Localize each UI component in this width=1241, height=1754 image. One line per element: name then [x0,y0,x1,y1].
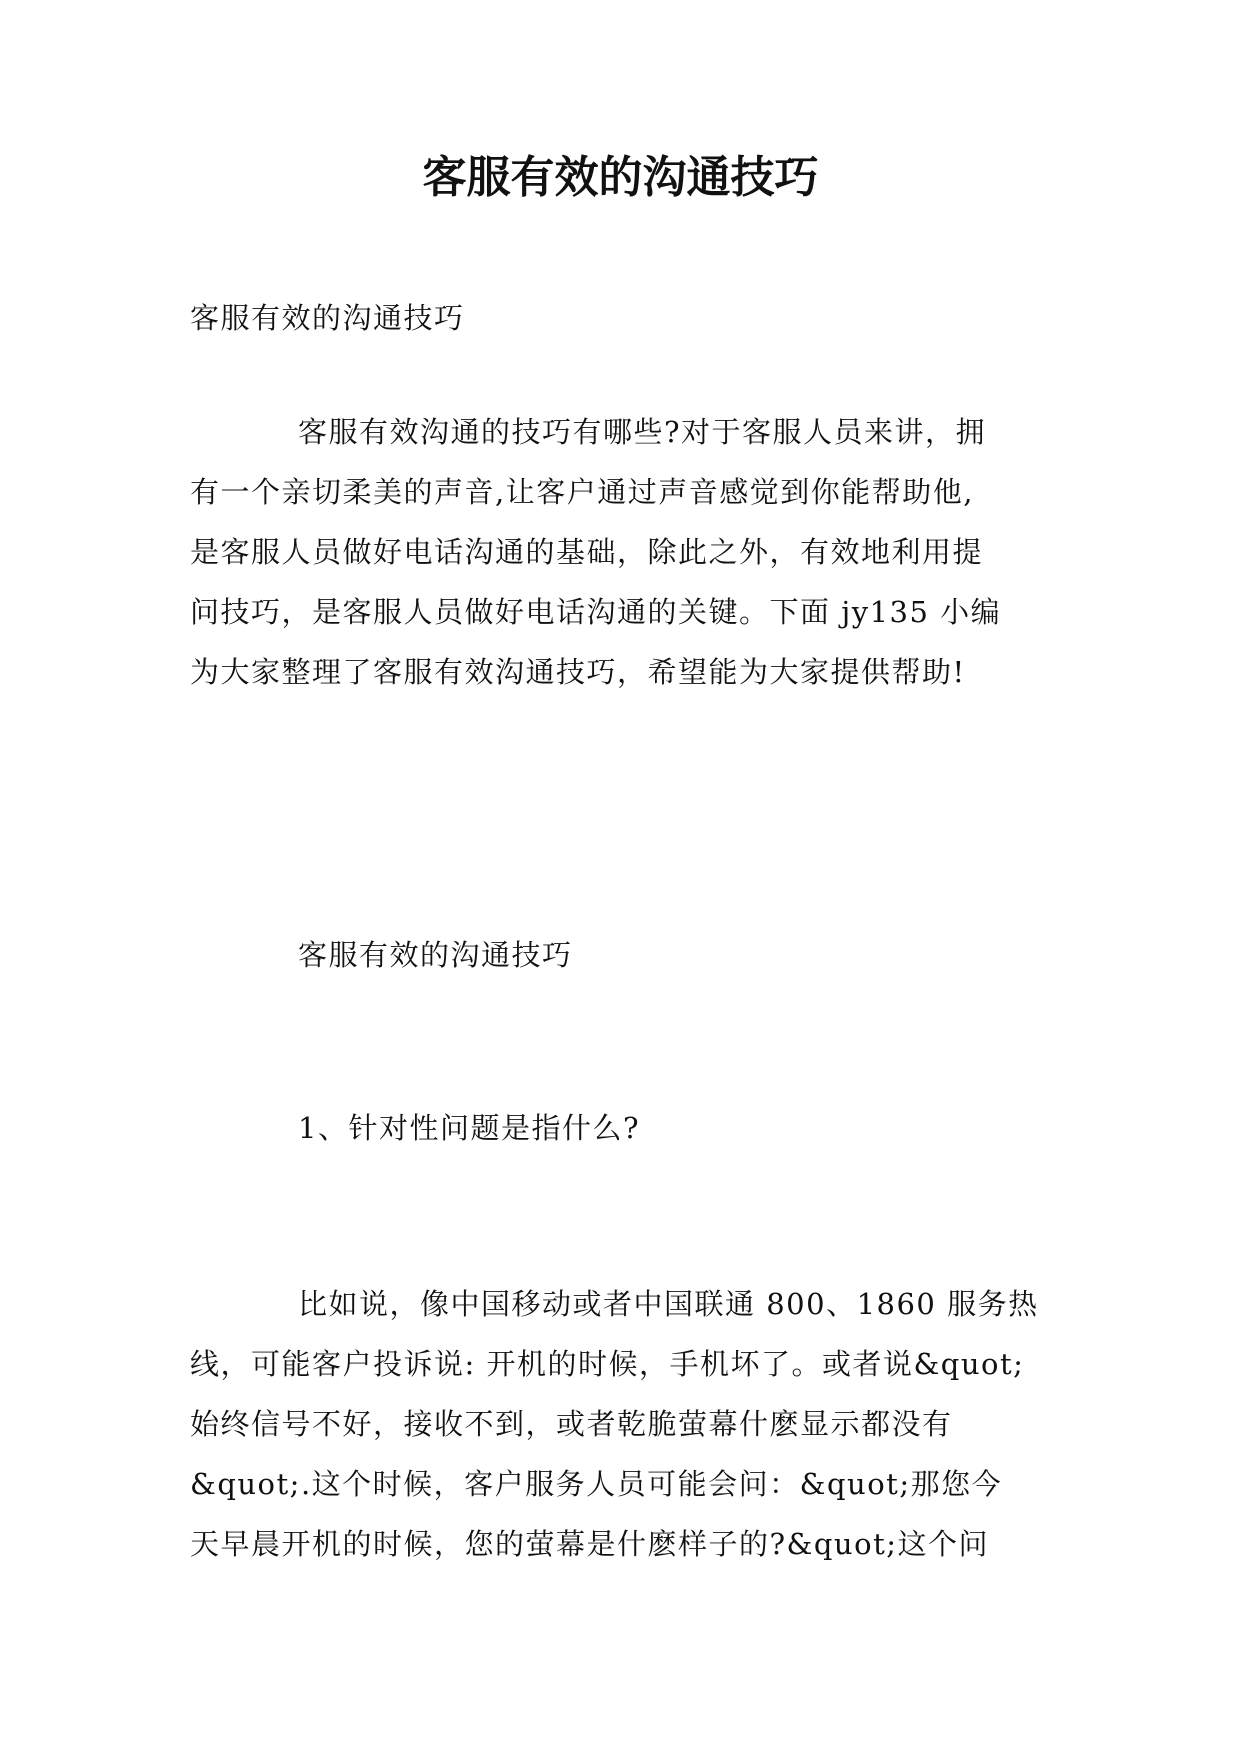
example-line: &quot;.这个时候，客户服务人员可能会问：&quot;那您今 [190,1467,1003,1501]
example-line: 比如说，像中国移动或者中国联通 800、1860 服务热 [298,1287,1039,1321]
example-paragraph [190,1274,1050,1574]
intro-line: 问技巧，是客服人员做好电话沟通的关键。下面 jy135 小编 [190,595,1002,629]
intro-line: 有一个亲切柔美的声音,让客户通过声音感觉到你能帮助他, [190,475,974,509]
question-heading: 1、针对性问题是指什么? [298,1111,640,1145]
section-heading: 客服有效的沟通技巧 [298,938,573,972]
intro-line: 是客服人员做好电话沟通的基础，除此之外，有效地利用提 [190,535,984,569]
intro-line: 客服有效沟通的技巧有哪些?对于客服人员来讲，拥 [298,415,987,449]
intro-paragraph [190,402,1050,702]
example-line: 始终信号不好，接收不到，或者乾脆萤幕什麽显示都没有 [190,1407,953,1441]
example-line: 线，可能客户投诉说: 开机的时候，手机坏了。或者说&quot; [190,1347,1025,1381]
document-title: 客服有效的沟通技巧 [422,152,819,203]
intro-line: 为大家整理了客服有效沟通技巧，希望能为大家提供帮助! [190,655,966,689]
example-line: 天早晨开机的时候，您的萤幕是什麽样子的?&quot;这个问 [190,1527,989,1561]
document-subtitle: 客服有效的沟通技巧 [190,301,465,335]
